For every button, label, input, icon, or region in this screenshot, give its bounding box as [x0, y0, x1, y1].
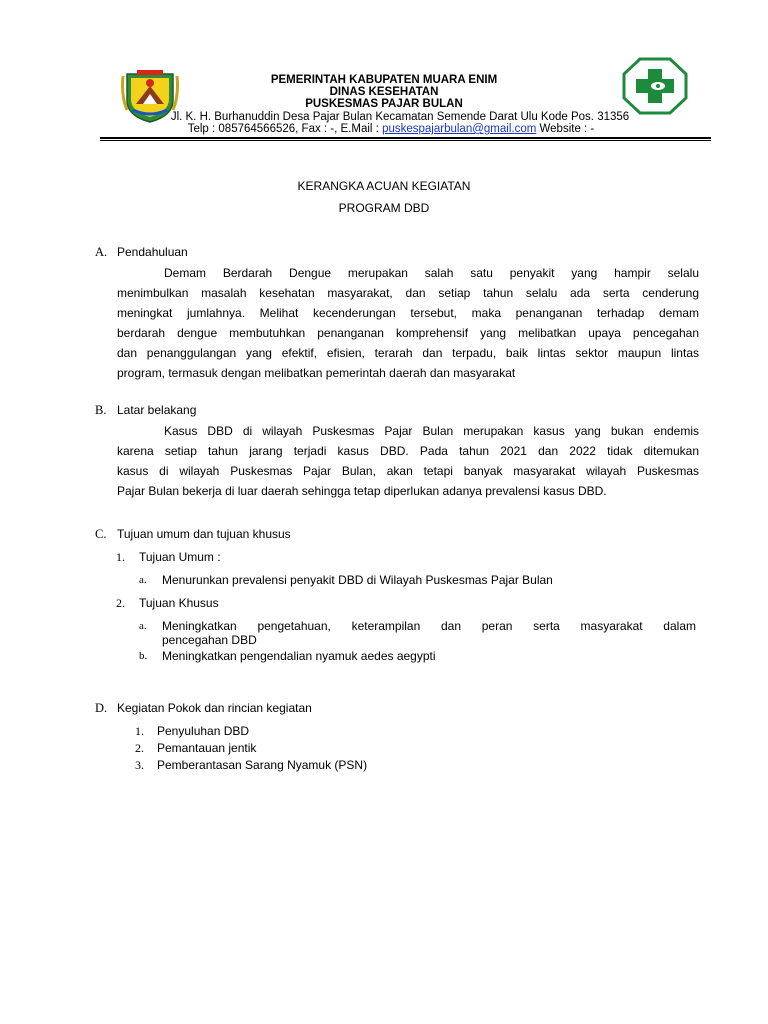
document-subtitle: PROGRAM DBD	[338, 201, 430, 215]
sub-marker: a.	[139, 574, 147, 586]
email-link[interactable]: puskespajarbulan@gmail.com	[382, 123, 537, 135]
section-title: Pendahuluan	[117, 245, 188, 259]
header-department-name: DINAS KESEHATAN	[329, 86, 439, 98]
list-number: 2.	[116, 596, 125, 610]
list-number: 1.	[116, 550, 125, 564]
sub-text: Meningkatkan pengendalian nyamuk aedes aegypti	[162, 649, 436, 663]
section-b-paragraph	[117, 421, 699, 501]
section-title: Kegiatan Pokok dan rincian kegiatan	[117, 701, 312, 715]
list-label: Penyuluhan DBD	[157, 724, 250, 738]
header-contact	[0, 123, 768, 135]
sub-text: pencegahan DBD	[162, 633, 257, 647]
list-number: 2.	[135, 741, 144, 755]
list-label: Tujuan Khusus	[139, 596, 219, 610]
header-government-name: PEMERINTAH KABUPATEN MUARA ENIM	[270, 74, 498, 86]
paragraph-line: Pajar Bulan bekerja di luar daerah sehingga tetap diperlukan adanya prevalensi kasus DBD.	[117, 484, 607, 498]
section-title: Tujuan umum dan tujuan khusus	[117, 527, 291, 541]
list-number: 3.	[135, 758, 144, 772]
section-marker: B.	[95, 403, 107, 417]
paragraph-line: karena setiap tahun jarang terjadi kasus DBD. Pada tahun 2021 dan 2022 tidak ditemukan	[117, 444, 699, 458]
paragraph-line: menimbulkan masalah kesehatan masyarakat, dan setiap tahun selalu ada serta cenderung	[117, 286, 699, 300]
paragraph-line: program, termasuk dengan melibatkan pemerintah daerah dan masyarakat	[117, 366, 516, 380]
paragraph-line: kasus di wilayah Puskesmas Pajar Bulan, akan tetapi banyak masyarakat wilayah Puskesmas	[117, 464, 699, 478]
header-address: Jl. K. H. Burhanuddin Desa Pajar Bulan Kecamatan Semende Darat Ulu Kode Pos. 31356	[170, 111, 630, 123]
section-a-paragraph	[117, 263, 699, 383]
section-marker: A.	[95, 245, 108, 259]
sub-marker: a.	[139, 620, 147, 632]
section-marker: D.	[95, 701, 108, 715]
header-divider-thin	[100, 140, 711, 141]
sub-marker: b.	[139, 650, 148, 662]
paragraph-line: Kasus DBD di wilayah Puskesmas Pajar Bulan merupakan kasus yang bukan endemis	[164, 424, 699, 438]
sub-text: Menurunkan prevalensi penyakit DBD di Wilayah Puskesmas Pajar Bulan	[162, 573, 553, 587]
sub-text: Meningkatkan pengetahuan, keterampilan dan peran serta masyarakat dalam	[162, 619, 696, 633]
paragraph-line: dan penanggulangan yang efektif, efisien, terarah dan terpadu, baik lintas sektor maupun lintas	[117, 346, 699, 360]
section-title: Latar belakang	[117, 403, 197, 417]
document-title: KERANGKA ACUAN KEGIATAN	[297, 179, 471, 193]
paragraph-line: berdarah dengue membutuhkan penanganan komprehensif yang melibatkan upaya pencegahan	[117, 326, 699, 340]
header-divider	[100, 137, 711, 139]
header-clinic-name: PUSKESMAS PAJAR BULAN	[305, 98, 463, 110]
paragraph-line: Demam Berdarah Dengue merupakan salah satu penyakit yang hampir selalu	[164, 266, 699, 280]
list-label: Pemantauan jentik	[157, 741, 257, 755]
list-label: Pemberantasan Sarang Nyamuk (PSN)	[157, 758, 368, 772]
contact-suffix: Website : -	[536, 123, 595, 135]
contact-prefix: Telp : 085764566526, Fax : -, E.Mail :	[187, 123, 383, 135]
section-marker: C.	[95, 527, 107, 541]
list-label: Tujuan Umum :	[139, 550, 221, 564]
list-number: 1.	[135, 724, 144, 738]
paragraph-line: meningkat jumlahnya. Melihat kecenderungan tersebut, maka penanganan terhadap demam	[117, 306, 699, 320]
